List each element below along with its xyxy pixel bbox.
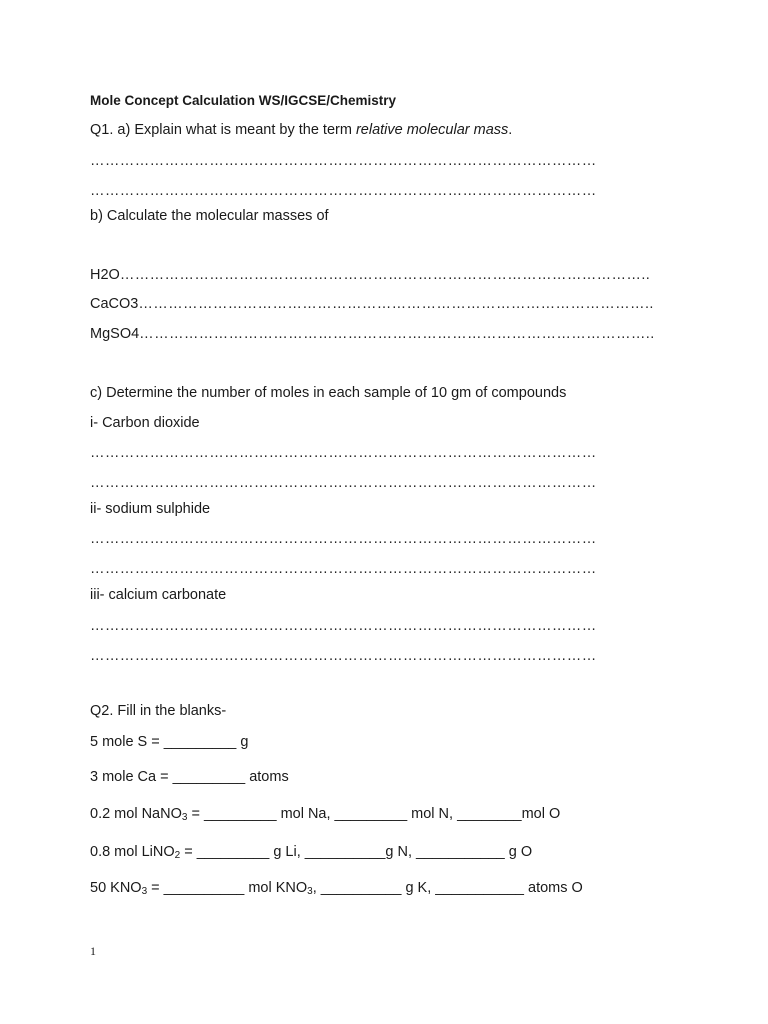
- q1b-item-label: MgSO4: [90, 326, 140, 342]
- q1c-prompt: c) Determine the number of moles in each sample of 10 gm of compounds: [90, 385, 567, 401]
- answer-line: …………………………………………………………………………………………: [90, 561, 597, 577]
- q1b-item-caco3: [90, 295, 654, 313]
- q1b-item-label: CaCO3: [90, 296, 139, 312]
- answer-line: …………………………………………………………………………………………: [90, 475, 597, 491]
- q1a-question: [90, 121, 512, 139]
- page-number: 1: [90, 944, 96, 958]
- worksheet-title: Mole Concept Calculation WS/IGCSE/Chemistry: [90, 93, 397, 108]
- q1b-item-h2o: [90, 266, 650, 284]
- q2-line-4: [90, 843, 532, 865]
- answer-line: …………………………………………………………………………………………: [90, 618, 597, 634]
- q2-line-5-text: 50 KNO: [90, 880, 142, 896]
- answer-line: …………………………………………………………………………………………: [90, 183, 597, 199]
- q1b-item-mgso4: [90, 325, 655, 343]
- answer-line: …………………………………………………………………………………………: [90, 648, 597, 664]
- q2-line-3-text: 0.2 mol NaNO: [90, 806, 182, 822]
- q2-line-3-text: = _________ mol Na, _________ mol N, ________mol O: [187, 806, 561, 822]
- q1c-item-1: i- Carbon dioxide: [90, 415, 200, 431]
- q2-line-1: 5 mole S = _________ g: [90, 734, 249, 750]
- q2-line-2: 3 mole Ca = _________ atoms: [90, 769, 289, 785]
- answer-line: ……………………………………………………………………………………………..: [119, 267, 651, 283]
- q2-heading: Q2. Fill in the blanks-: [90, 703, 227, 719]
- q1a-suffix: .: [508, 122, 513, 138]
- subscript: 3: [181, 812, 188, 823]
- subscript: 3: [141, 886, 148, 897]
- answer-line: …………………………………………………………………………………………..: [138, 296, 654, 312]
- q2-line-4-text: 0.8 mol LiNO: [90, 844, 175, 860]
- q1b-prompt: b) Calculate the molecular masses of: [90, 208, 329, 224]
- q1c-item-3: iii- calcium carbonate: [90, 587, 227, 603]
- q1c-item-2: ii- sodium sulphide: [90, 501, 211, 517]
- q2-line-5-text: = __________ mol KNO: [147, 880, 308, 896]
- q2-line-5-text: , __________ g K, ___________ atoms O: [312, 880, 583, 896]
- q2-line-3: [90, 805, 560, 827]
- subscript: 2: [174, 850, 181, 861]
- q1b-item-label: H2O: [90, 267, 120, 283]
- q1a-term: relative molecular mass: [355, 122, 509, 138]
- answer-line: …………………………………………………………………………………………: [90, 153, 597, 169]
- q2-line-4-text: = _________ g Li, __________g N, ___________ g O: [180, 844, 533, 860]
- answer-line: …………………………………………………………………………………………..: [139, 326, 655, 342]
- answer-line: …………………………………………………………………………………………: [90, 531, 597, 547]
- q1a-prefix: Q1. a) Explain what is meant by the term: [90, 122, 356, 138]
- subscript: 3: [307, 886, 313, 897]
- q2-line-5: [90, 879, 583, 901]
- answer-line: …………………………………………………………………………………………: [90, 445, 597, 461]
